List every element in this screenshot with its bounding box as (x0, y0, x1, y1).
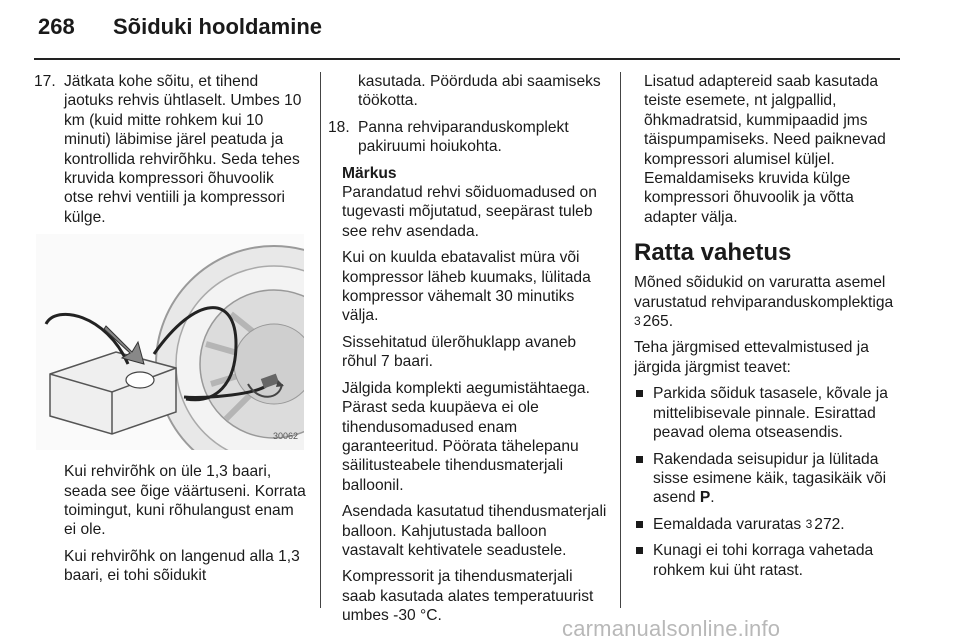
page-title: Sõiduki hooldamine (113, 14, 323, 39)
note-paragraph: Sissehitatud ülerõhuklapp avaneb rõhul 7 baari. (342, 333, 577, 371)
section-heading: Ratta vahetus (634, 239, 792, 267)
note-block (332, 164, 607, 626)
list-item (634, 384, 904, 442)
column-1 (34, 72, 306, 593)
intro-text: Mõned sõidukid on varuratta asemel varustatud rehviparanduskomplektiga (634, 274, 894, 311)
column-2 (328, 72, 607, 633)
gear-position: P (699, 489, 711, 507)
header-rule (34, 58, 900, 60)
bullet-square-icon (636, 390, 643, 397)
note-paragraph: Kompressorit ja tihendusmaterjali saab kasutada alates temperatuurist umbes -30 °C. (342, 568, 594, 625)
paragraph: kasutada. Pöörduda abi saamiseks töökotta. (358, 73, 601, 110)
watermark: carmanualsonline.info (562, 616, 781, 641)
paragraph: Kui rehvirõhk on üle 1,3 baari, seada see õige väärtuseni. Korrata toimingut, kuni rõhulangust enam ei ole. (64, 463, 306, 539)
step-number: 17. (34, 73, 56, 90)
paragraph: Teha järgmised ettevalmistused ja järgida järgmist teavet: (634, 339, 869, 376)
reference-page: 265. (642, 313, 674, 331)
column-divider (320, 72, 321, 608)
reference-arrow-icon: 3 (634, 314, 641, 329)
list-item-text: Parkida sõiduk tasasele, kõvale ja mittelibisevale pinnale. Esirattad peavad olema otseasendis. (653, 385, 888, 442)
column-3 (634, 72, 904, 587)
intro-paragraph (634, 273, 904, 331)
list-item (634, 450, 904, 508)
compressor-tire-drawing (36, 234, 304, 450)
page-number: 268 (38, 14, 75, 39)
bullet-square-icon (636, 456, 643, 463)
bullet-square-icon (636, 521, 643, 528)
step-text: Panna rehviparanduskomplekt pakiruumi hoiukohta. (358, 118, 569, 156)
note-heading: Märkus (342, 164, 397, 182)
note-paragraph: Kui on kuulda ebatavalist müra või kompressor läheb kuumaks, lülitada kompressor vähemalt 30 minutiks välja. (342, 249, 591, 325)
note-paragraph: Jälgida komplekti aegumistähtaega. Pärast seda kuupäeva ei ole tihendusomadused enam garanteeritud. Pöörata tähelepanu säilitusteabele tihendusmaterjali balloonil. (342, 379, 590, 494)
step-18 (328, 118, 607, 157)
column-divider (620, 72, 621, 608)
paragraph: Kui rehvirõhk on langenud alla 1,3 baari, ei tohi sõidukit (64, 547, 300, 585)
list-item-text: Eemaldada varuratas (653, 515, 802, 533)
page-header (0, 0, 960, 62)
sentence-end: . (710, 489, 715, 507)
page-reference (634, 313, 673, 330)
list-item (634, 541, 904, 580)
page-reference (806, 516, 845, 533)
list-item-text: Kunagi ei tohi korraga vahetada rohkem kui üht ratast. (653, 542, 874, 579)
note-paragraph: Parandatud rehvi sõiduomadused on tugevasti mõjutatud, seepärast tuleb see rehv asendada. (342, 184, 597, 240)
step-text: Jätkata kohe sõitu, et tihend jaotuks rehvis ühtlaselt. Umbes 10 km (kuid mitte rohkem kui 10 minuti) läbimise järel peatuda ja kontrollida rehvirõhku. Seda tehes kruvida kompressori õhuvoolik otse rehvi ventiili ja kompressori külge. (64, 73, 302, 226)
bullet-square-icon (636, 547, 643, 554)
reference-page: 272. (814, 515, 845, 533)
step-number: 18. (328, 118, 350, 136)
step-17 (34, 72, 306, 227)
list-item-text: Rakendada seisupidur ja lülitada sisse esimene käik, tagasikäik või asend (653, 450, 887, 507)
note-paragraph: Asendada kasutatud tihendusmaterjali balloon. Kahjutustada balloon vastavalt kehtivatele seadustele. (342, 503, 607, 559)
figure-number: 30062 (272, 430, 298, 441)
paragraph: Lisatud adaptereid saab kasutada teiste esemete, nt jalgpallid, õhkmadratsid, kummipaadid jms täispumpamiseks. Need paiknevad kompressori alumisel küljel. Eemaldamiseks kruvida külge kompressori õhuvoolik ja võtta adapter välja. (644, 73, 886, 226)
reference-arrow-icon: 3 (805, 516, 813, 531)
compressor-illustration (36, 234, 304, 450)
list-item (634, 515, 904, 534)
